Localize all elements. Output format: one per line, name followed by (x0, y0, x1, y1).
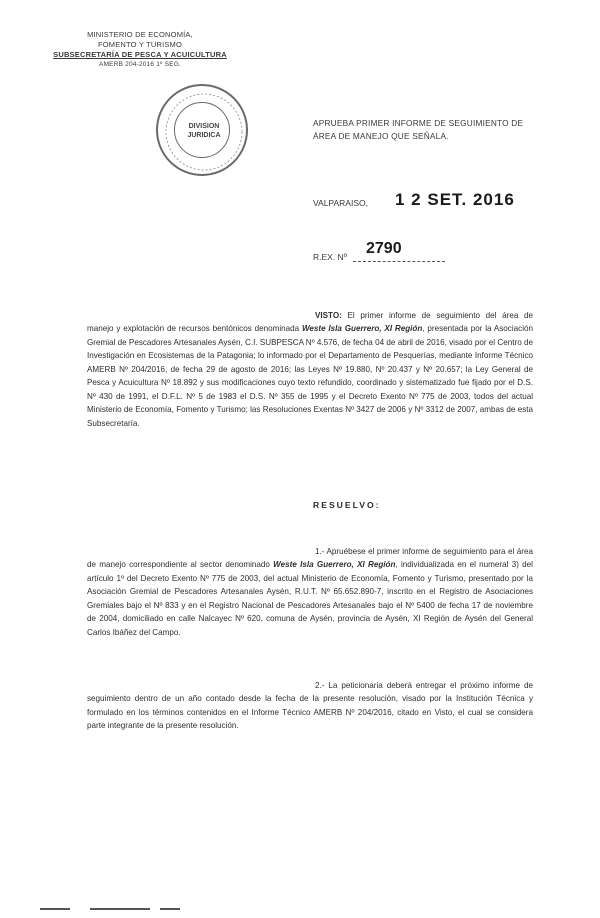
scan-mark (40, 908, 70, 910)
visto-text-1: El primer informe de seguimiento del área de manejo y explotación de recursos bentónicos denominada (87, 311, 534, 334)
resuelvo-heading: RESUELVO: (313, 500, 381, 510)
subject-line1: APRUEBA PRIMER INFORME DE SEGUIMIENTO DE (313, 118, 524, 128)
article-2 (87, 679, 533, 733)
article-2-text: 2.- La peticionaria deberá entregar el próximo informe de seguimiento dentro de un año contado desde la fecha de la presente resolución, visado por la Institución Técnica y formulado en los términos contenidos en el Informe Técnico AMERB Nº 204/2016, citado en Visto, el cual se considera parte integrante de la presente resolución. (87, 681, 533, 731)
resolution-subject (313, 117, 553, 143)
scan-mark (90, 908, 150, 910)
letterhead-reference: AMERB 204-2016 1º SEG. (99, 61, 181, 68)
visto-paragraph (87, 309, 533, 430)
article-1-area-name: Weste Isla Guerrero, XI Región (273, 560, 396, 570)
visto-area-name: Weste Isla Guerrero, XI Región (301, 324, 423, 334)
stamp-text-line1: DIVISION (188, 123, 220, 130)
letterhead-subsecretaria: SUBSECRETARÍA DE PESCA Y ACUICULTURA (53, 50, 227, 59)
article-1-text-1: 1.- Apruébese el primer informe de seguimiento para el área de manejo correspondiente al sector denominado (87, 547, 533, 570)
article-1-text-2: , individualizada en el numeral 3) del artículo 1º del Decreto Exento Nº 775 de 2003, del actual Ministerio de Economía, Fomento y Turismo, presentado por la Asociación Gremial de Pescadores Artesanales Aysén, R.U.T. Nº 65.652.890-7, inscrito en el Registro de Asociaciones Gremiales bajo el Nº 833 y en el Registro Nacional de Pescadores Artesanales bajo el Nº 5400 de fecha 17 de noviembre de 2004, domiciliado en calle Nalcayec Nº 620, comuna de Aysén, provincia de Aysén, XI Región de Aysén del General Carlos Ibáñez del Campo. (87, 560, 533, 637)
letterhead (40, 30, 240, 70)
scan-footer-marks (0, 908, 600, 916)
stamp-text-line2: JURIDICA (187, 132, 221, 139)
scan-mark (160, 908, 180, 910)
subject-line2: ÁREA DE MANEJO QUE SEÑALA. (313, 131, 449, 141)
rex-number: 2790 (366, 240, 402, 257)
division-juridica-stamp (156, 84, 248, 176)
resolution-number-row (313, 238, 473, 268)
date-stamp: 1 2 SET. 2016 (395, 190, 515, 209)
article-1 (87, 545, 533, 639)
rex-label: R.EX. Nº (313, 252, 347, 262)
letterhead-ministry: MINISTERIO DE ECONOMÍA, (87, 30, 193, 39)
rex-dashed-line (353, 261, 445, 262)
letterhead-ministry-2: FOMENTO Y TURISMO (97, 40, 183, 49)
visto-keyword: VISTO: (315, 311, 342, 320)
visto-text-2: , presentada por la Asociación Gremial de Pescadores Artesanales Aysén, C.I. SUBPESCA Nº 4.576, de fecha 04 de abril de 2016, visado por el Centro de Investigación en Ecosistemas de la Patagonia; lo informado por el Departamento de Pesquerías, mediante Informe Técnico AMERB Nº 204/2016, de fecha 29 de agosto de 2016; las Leyes Nº 19.880, Nº 20.437 y Nº 20.657; la Ley General de Pesca y Acuicultura Nº 18.892 y sus modificaciones cuyo texto refundido, coordinado y sistematizado fue fijado por el D.S. Nº 430 de 1991, el D.F.L. Nº 5 de 1983 el D.S. Nº 355 de 1995 y el Decreto Exento Nº 775 de 2003, todos del actual Ministerio de Economía, Fomento y Turismo; las Resoluciones Exentas Nº 3427 de 2006 y Nº 3312 de 2007, ambas de esta Subsecretaría. (87, 324, 533, 428)
date-label: VALPARAISO, (313, 198, 368, 208)
stamp-text (180, 122, 228, 140)
